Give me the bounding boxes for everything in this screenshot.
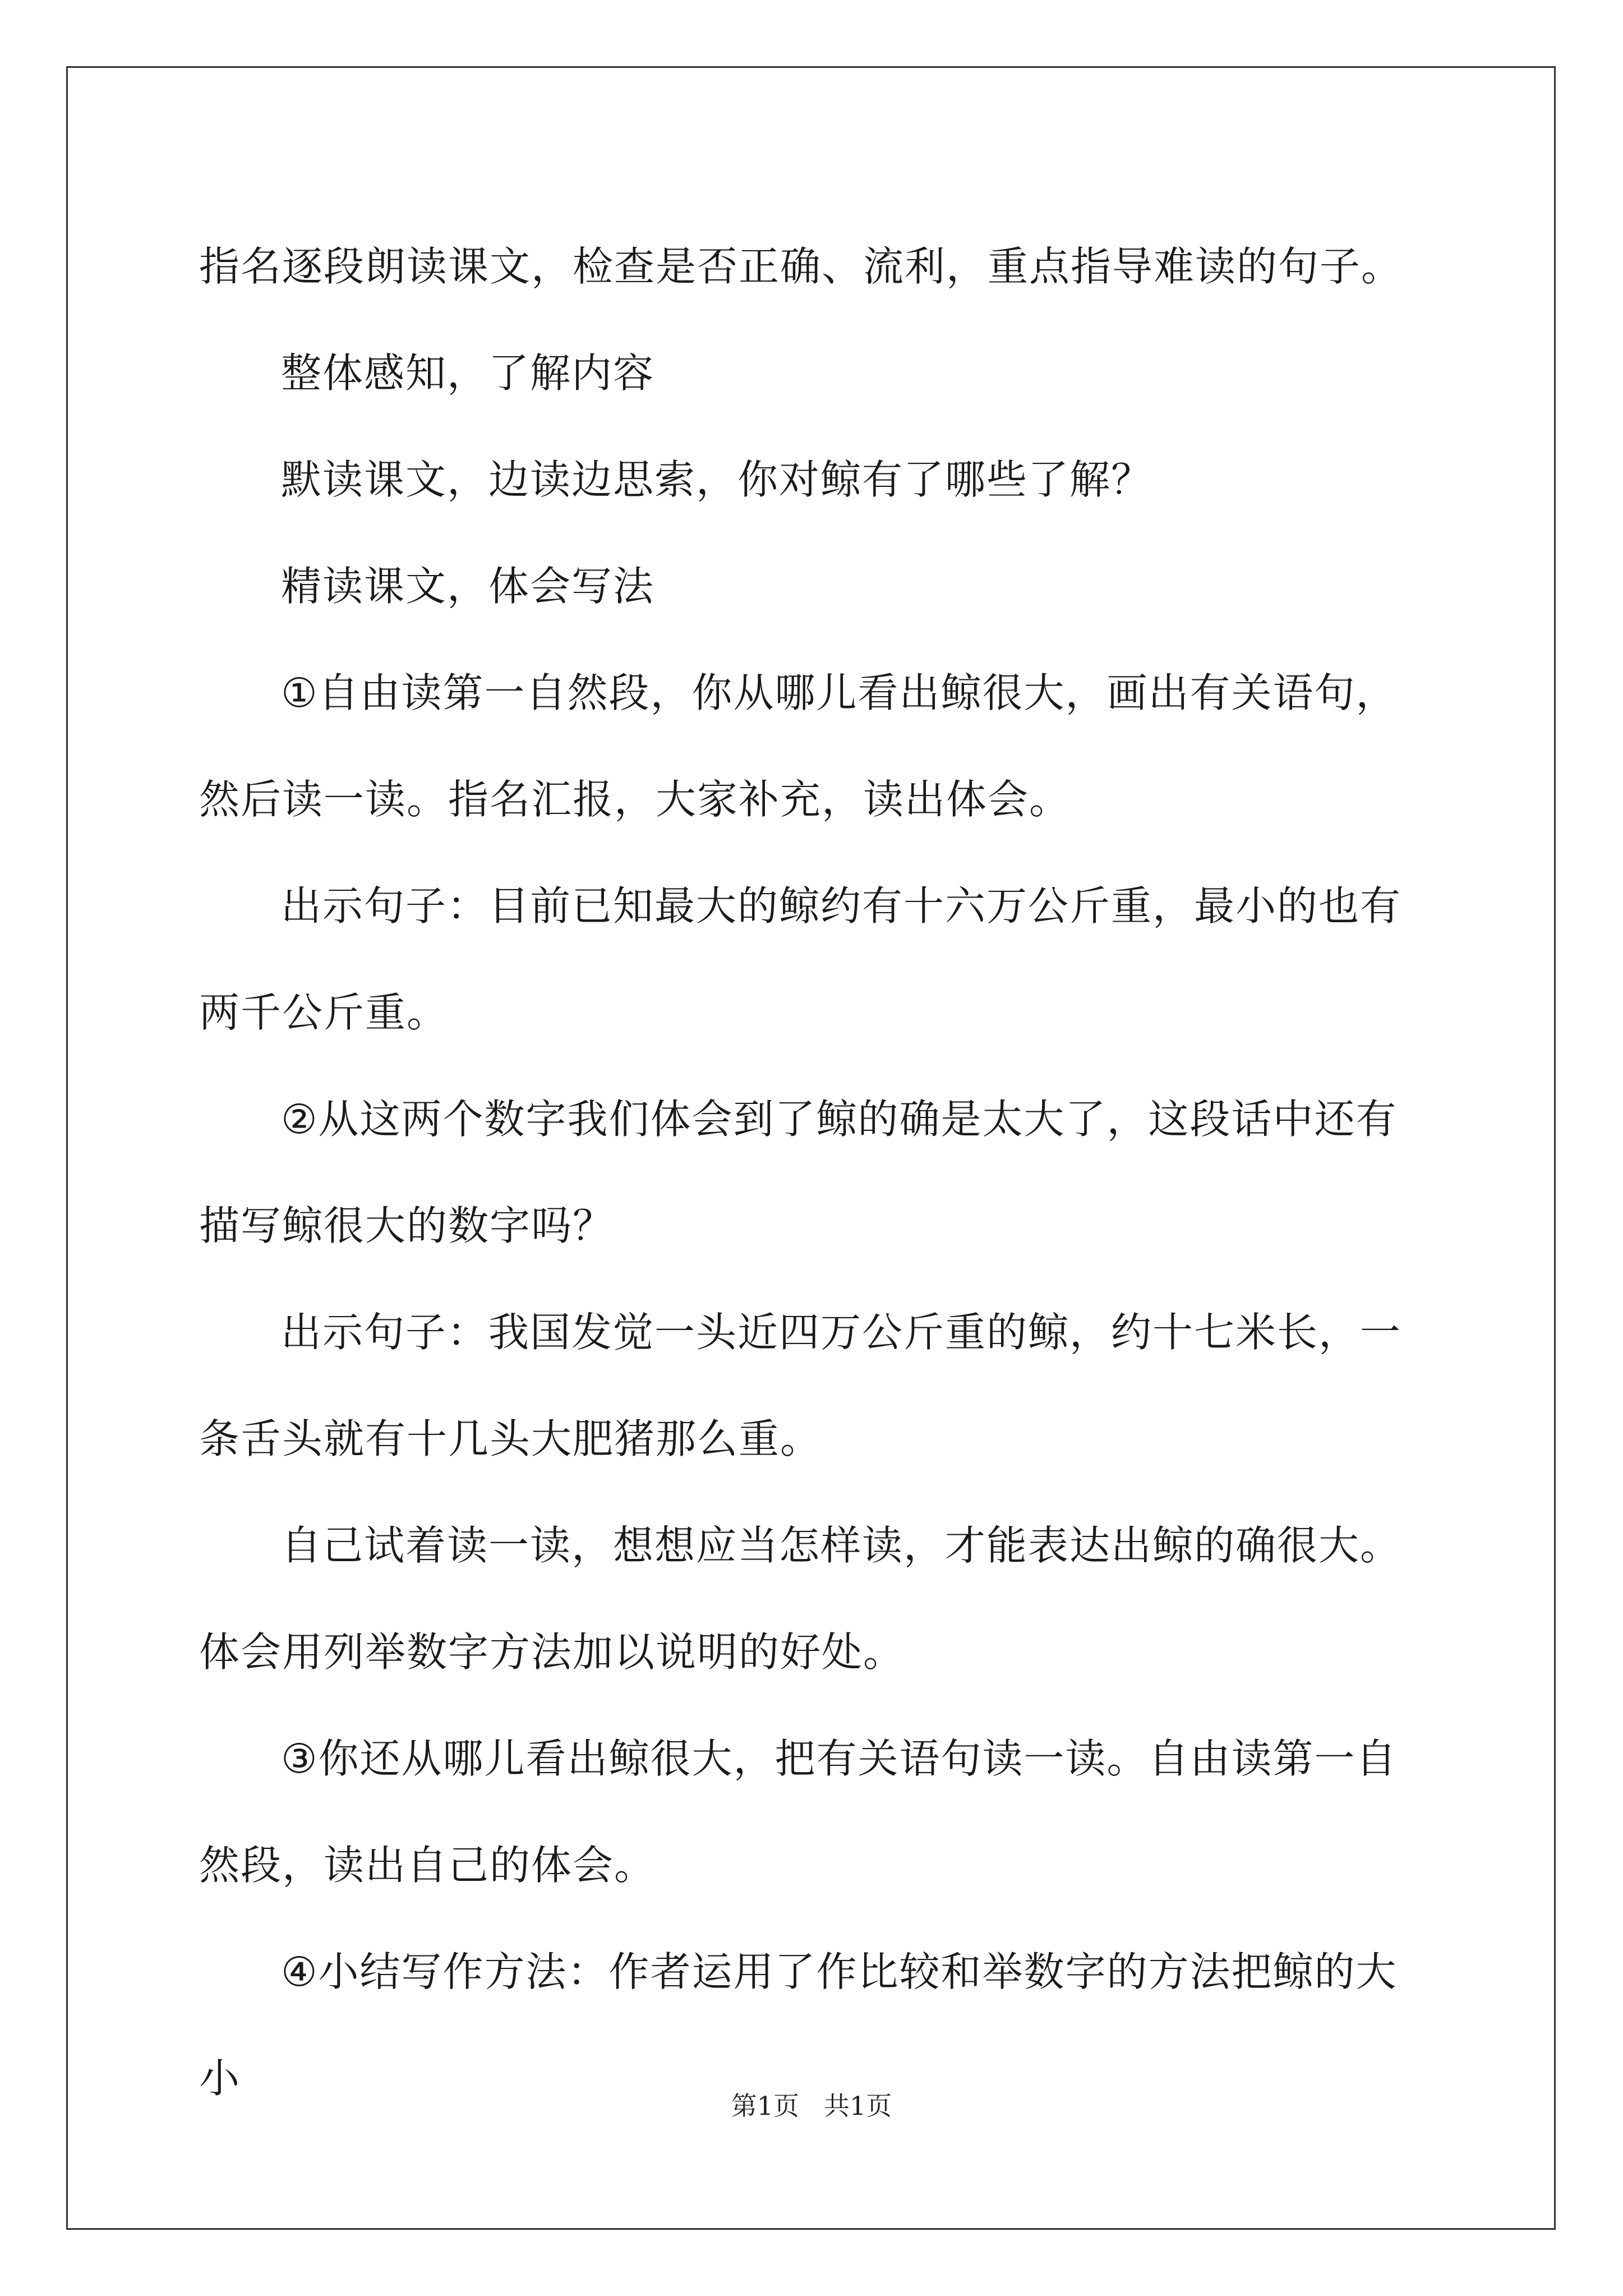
paragraph-3: 默读课文，边读边思索，你对鲸有了哪些了解？ xyxy=(281,456,1153,503)
paragraph-8: 出示句子：我国发觉一头近四万公斤重的鲸，约十七米长，一条舌头就有十几头大肥猪那么重。 xyxy=(199,1309,1402,1462)
paragraph-6: 出示句子：目前已知最大的鲸约有十六万公斤重，最小的也有两千公斤重。 xyxy=(199,882,1402,1036)
paragraph-5: ①自由读第一自然段，你从哪儿看出鲸很大，画出有关语句，然后读一读。指名汇报，大家补充，读出体会。 xyxy=(199,669,1398,823)
paragraph-11: ④小结写作方法：作者运用了作比较和举数字的方法把鲸的大小 xyxy=(199,1948,1398,2102)
document-body xyxy=(199,213,1427,2132)
paragraph-2: 整体感知，了解内容 xyxy=(281,349,655,397)
paragraph-1: 指名逐段朗读课文，检查是否正确、流利，重点指导难读的句子。 xyxy=(199,243,1403,290)
page-footer xyxy=(0,2086,1623,2123)
page-number-total: 共1页 xyxy=(824,2091,892,2121)
paragraph-10: ③你还从哪儿看出鲸很大，把有关语句读一读。自由读第一自然段，读出自己的体会。 xyxy=(199,1735,1398,1889)
paragraph-4: 精读课文，体会写法 xyxy=(281,563,655,610)
paragraph-9: 自己试着读一读，想想应当怎样读，才能表达出鲸的确很大。体会用列举数字方法加以说明的好处。 xyxy=(199,1522,1402,1676)
page-number-current: 第1页 xyxy=(731,2091,799,2121)
paragraph-7: ②从这两个数字我们体会到了鲸的确是太大了，这段话中还有描写鲸很大的数字吗？ xyxy=(199,1096,1398,1249)
